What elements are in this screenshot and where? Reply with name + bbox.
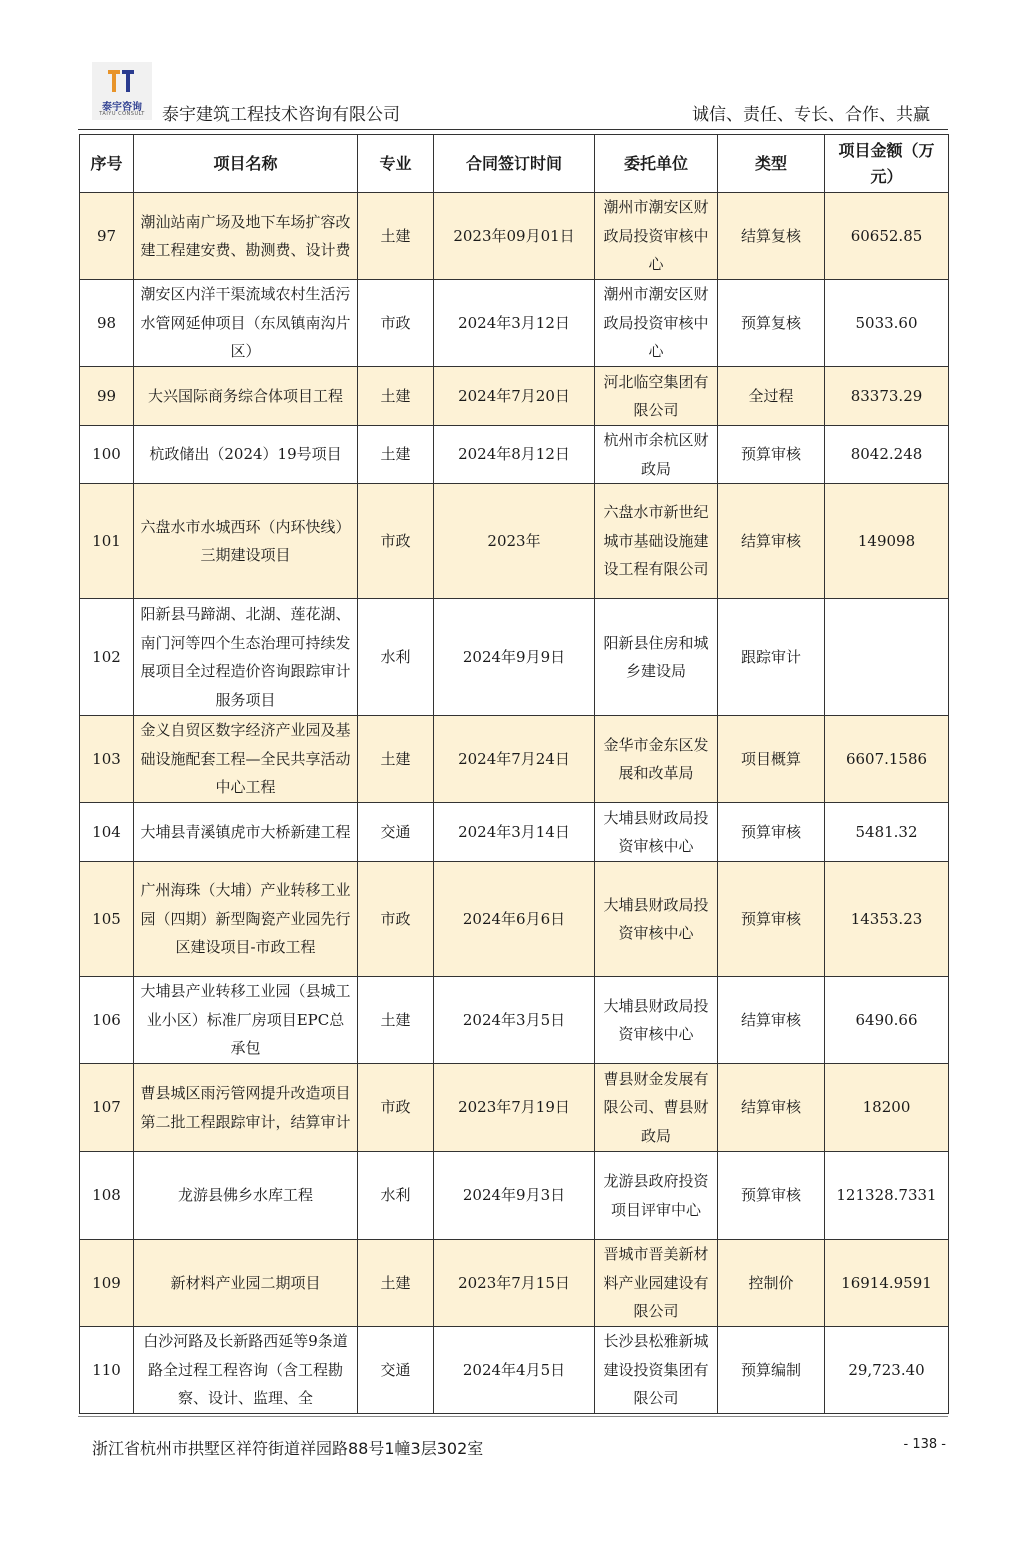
cell-client: 金华市金东区发展和改革局 — [595, 716, 718, 803]
cell-amount: 121328.7331 — [825, 1152, 949, 1240]
table-row — [80, 1240, 949, 1327]
cell-major: 水利 — [358, 599, 434, 716]
cell-type: 结算复核 — [718, 193, 825, 280]
cell-amount: 149098 — [825, 484, 949, 599]
header-divider — [78, 129, 948, 130]
cell-no: 104 — [80, 803, 134, 862]
cell-major: 土建 — [358, 716, 434, 803]
cell-no: 109 — [80, 1240, 134, 1327]
cell-name: 大兴国际商务综合体项目工程 — [134, 367, 358, 426]
cell-name: 六盘水市水城西环（内环快线）三期建设项目 — [134, 484, 358, 599]
cell-name: 大埔县产业转移工业园（县城工业小区）标准厂房项目EPC总承包 — [134, 977, 358, 1064]
cell-date: 2023年7月15日 — [434, 1240, 595, 1327]
cell-date: 2024年9月3日 — [434, 1152, 595, 1240]
cell-major: 市政 — [358, 484, 434, 599]
cell-amount: 8042.248 — [825, 426, 949, 484]
company-slogan: 诚信、责任、专长、合作、共赢 — [692, 105, 930, 125]
cell-major: 市政 — [358, 1064, 434, 1152]
cell-amount: 6490.66 — [825, 977, 949, 1064]
cell-client: 龙游县政府投资项目评审中心 — [595, 1152, 718, 1240]
cell-date: 2024年8月12日 — [434, 426, 595, 484]
cell-date: 2024年9月9日 — [434, 599, 595, 716]
cell-no: 97 — [80, 193, 134, 280]
cell-amount: 29,723.40 — [825, 1327, 949, 1414]
cell-name: 金义自贸区数字经济产业园及基础设施配套工程—全民共享活动中心工程 — [134, 716, 358, 803]
cell-major: 土建 — [358, 367, 434, 426]
table-header-row — [80, 135, 949, 193]
cell-no: 101 — [80, 484, 134, 599]
cell-type: 预算审核 — [718, 862, 825, 977]
cell-client: 潮州市潮安区财政局投资审核中心 — [595, 280, 718, 367]
cell-major: 土建 — [358, 1240, 434, 1327]
cell-client: 潮州市潮安区财政局投资审核中心 — [595, 193, 718, 280]
cell-no: 107 — [80, 1064, 134, 1152]
col-header-major: 专业 — [358, 135, 434, 193]
cell-name: 广州海珠（大埔）产业转移工业园（四期）新型陶瓷产业园先行区建设项目-市政工程 — [134, 862, 358, 977]
cell-amount: 60652.85 — [825, 193, 949, 280]
cell-name: 阳新县马蹄湖、北湖、莲花湖、南门河等四个生态治理可持续发展项目全过程造价咨询跟踪审计服务项目 — [134, 599, 358, 716]
cell-name: 杭政储出（2024）19号项目 — [134, 426, 358, 484]
cell-type: 控制价 — [718, 1240, 825, 1327]
cell-date: 2024年4月5日 — [434, 1327, 595, 1414]
cell-client: 大埔县财政局投资审核中心 — [595, 862, 718, 977]
col-header-client: 委托单位 — [595, 135, 718, 193]
cell-amount: 6607.1586 — [825, 716, 949, 803]
cell-type: 预算审核 — [718, 803, 825, 862]
cell-amount: 5481.32 — [825, 803, 949, 862]
cell-type: 全过程 — [718, 367, 825, 426]
company-logo — [92, 62, 152, 120]
table-row — [80, 862, 949, 977]
cell-client: 长沙县松雅新城建设投资集团有限公司 — [595, 1327, 718, 1414]
cell-type: 跟踪审计 — [718, 599, 825, 716]
cell-date: 2024年3月5日 — [434, 977, 595, 1064]
cell-client: 晋城市晋美新材料产业园建设有限公司 — [595, 1240, 718, 1327]
cell-client: 大埔县财政局投资审核中心 — [595, 803, 718, 862]
col-header-name: 项目名称 — [134, 135, 358, 193]
cell-name: 新材料产业园二期项目 — [134, 1240, 358, 1327]
project-table — [79, 134, 949, 1414]
cell-no: 110 — [80, 1327, 134, 1414]
cell-client: 大埔县财政局投资审核中心 — [595, 977, 718, 1064]
cell-amount: 16914.9591 — [825, 1240, 949, 1327]
cell-date: 2024年6月6日 — [434, 862, 595, 977]
cell-type: 预算审核 — [718, 426, 825, 484]
cell-no: 98 — [80, 280, 134, 367]
cell-amount: 83373.29 — [825, 367, 949, 426]
footer-divider — [78, 1416, 948, 1417]
cell-date: 2024年7月20日 — [434, 367, 595, 426]
table-row — [80, 367, 949, 426]
table-row — [80, 1064, 949, 1152]
cell-name: 潮安区内洋干渠流域农村生活污水管网延伸项目（东凤镇南沟片区） — [134, 280, 358, 367]
col-header-type: 类型 — [718, 135, 825, 193]
cell-name: 龙游县佛乡水库工程 — [134, 1152, 358, 1240]
cell-major: 交通 — [358, 803, 434, 862]
cell-date: 2024年3月12日 — [434, 280, 595, 367]
cell-type: 结算审核 — [718, 1064, 825, 1152]
cell-date: 2024年3月14日 — [434, 803, 595, 862]
table-row — [80, 1327, 949, 1414]
cell-client: 阳新县住房和城乡建设局 — [595, 599, 718, 716]
cell-no: 100 — [80, 426, 134, 484]
table-row — [80, 193, 949, 280]
col-header-no: 序号 — [80, 135, 134, 193]
cell-client: 曹县财金发展有限公司、曹县财政局 — [595, 1064, 718, 1152]
cell-no: 108 — [80, 1152, 134, 1240]
cell-name: 潮汕站南广场及地下车场扩容改建工程建安费、勘测费、设计费 — [134, 193, 358, 280]
table-row — [80, 599, 949, 716]
cell-type: 预算复核 — [718, 280, 825, 367]
logo-english-text: TAIYU CONSULT — [99, 111, 145, 117]
cell-amount — [825, 599, 949, 716]
col-header-date: 合同签订时间 — [434, 135, 595, 193]
table-row — [80, 1152, 949, 1240]
cell-type: 项目概算 — [718, 716, 825, 803]
cell-major: 土建 — [358, 977, 434, 1064]
cell-no: 105 — [80, 862, 134, 977]
cell-type: 结算审核 — [718, 484, 825, 599]
cell-type: 预算编制 — [718, 1327, 825, 1414]
cell-no: 99 — [80, 367, 134, 426]
cell-type: 结算审核 — [718, 977, 825, 1064]
cell-no: 102 — [80, 599, 134, 716]
cell-client: 杭州市余杭区财政局 — [595, 426, 718, 484]
cell-major: 交通 — [358, 1327, 434, 1414]
cell-client: 河北临空集团有限公司 — [595, 367, 718, 426]
page-header — [78, 60, 948, 132]
cell-date: 2023年7月19日 — [434, 1064, 595, 1152]
cell-date: 2023年09月01日 — [434, 193, 595, 280]
cell-amount: 14353.23 — [825, 862, 949, 977]
table-row — [80, 426, 949, 484]
logo-chinese-text: 泰宇咨询 — [102, 102, 142, 113]
cell-name: 白沙河路及长新路西延等9条道路全过程工程咨询（含工程勘察、设计、监理、全 — [134, 1327, 358, 1414]
table-row — [80, 716, 949, 803]
cell-amount: 5033.60 — [825, 280, 949, 367]
table-row — [80, 977, 949, 1064]
col-header-amount: 项目金额（万元） — [825, 135, 949, 193]
cell-major: 土建 — [358, 426, 434, 484]
cell-major: 土建 — [358, 193, 434, 280]
cell-amount: 18200 — [825, 1064, 949, 1152]
cell-no: 103 — [80, 716, 134, 803]
cell-name: 大埔县青溪镇虎市大桥新建工程 — [134, 803, 358, 862]
cell-name: 曹县城区雨污管网提升改造项目第二批工程跟踪审计，结算审计 — [134, 1064, 358, 1152]
logo-mark-icon — [106, 68, 136, 94]
table-row — [80, 280, 949, 367]
cell-type: 预算审核 — [718, 1152, 825, 1240]
table-row — [80, 803, 949, 862]
cell-major: 水利 — [358, 1152, 434, 1240]
cell-date: 2024年7月24日 — [434, 716, 595, 803]
table-row — [80, 484, 949, 599]
cell-no: 106 — [80, 977, 134, 1064]
company-name: 泰宇建筑工程技术咨询有限公司 — [162, 105, 400, 125]
cell-date: 2023年 — [434, 484, 595, 599]
cell-major: 市政 — [358, 280, 434, 367]
cell-major: 市政 — [358, 862, 434, 977]
page-number: - 138 - — [903, 1437, 946, 1452]
company-address: 浙江省杭州市拱墅区祥符街道祥园路88号1幢3层302室 — [92, 1439, 484, 1458]
cell-client: 六盘水市新世纪城市基础设施建设工程有限公司 — [595, 484, 718, 599]
